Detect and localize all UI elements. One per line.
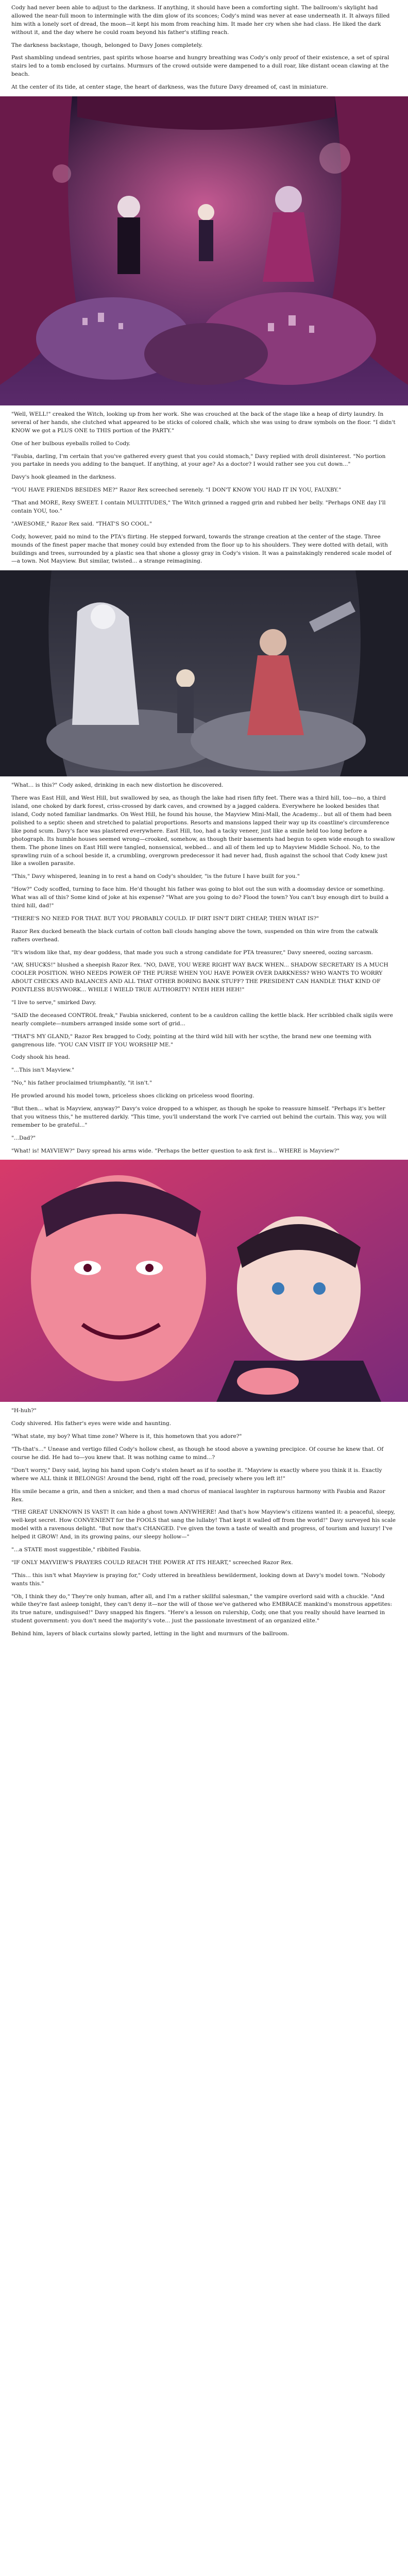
illustration-stage-2 [0, 570, 408, 776]
paragraph: "SAID the deceased CONTROL freak," Faubia snickered, content to be a cauldron calling the kettle black. Her scribbled chalk sigils were nearly complete—numbers arranged inside some sort of grid... [11, 1012, 393, 1027]
paragraph: "It's wisdom like that, my dear goddess, that made you such a strong candidate for PTA treasurer," Davy sneered, oozing sarcasm. [11, 949, 373, 956]
paragraph: "What state, my boy? What time zone? Where is it, this hometown that you adore?" [11, 1433, 242, 1440]
paragraph: "...Dad?" [11, 1134, 36, 1141]
story-block-2 [0, 405, 408, 566]
paragraph: The darkness backstage, though, belonged to Davy Jones completely. [11, 42, 203, 48]
story-block-4 [0, 1402, 408, 1647]
paragraph: "What! is! MAYVIEW?" Davy spread his arms wide. "Perhaps the better question to ask first is... WHERE is Mayview?" [11, 1147, 339, 1154]
paragraph: "...a STATE most suggestible," ribbited Faubia. [11, 1547, 142, 1553]
paragraph: "Oh, I think they do," They're only human, after all, and I'm a rather skillful salesman," the vampire overlord said with a chuckle. "And while they're fast asleep tonight, they can't deny it—nor the will of those we've gathered who EMBRACE mankind's monstrous appetites: its true nature, undisguised!" Davy snapped his fingers. "Here's a lesson on rulership, Cody, one that you really should have learned in student government: you don't need the majority's vote... just the passionate investment of an organized elite." [11, 1593, 393, 1624]
story-block-3 [0, 776, 408, 1155]
paragraph: "AW, SHUCKS!" blushed a sheepish Razor Rex. "NO, DAVE, YOU WERE RIGHT WAY BACK WHEN... SHADOW SECRETARY IS A MUCH COOLER POSITION. WHO NEEDS POWER OF THE PURSE WHEN YOU HAVE POWER OVER DARKNESS? WHO WANTS TO WORRY ABOUT CHECKS AND BALANCES AND ALL THAT OTHER BORING BANK STUFF? THE PRESIDENT CAN HANDLE THAT KIND OF POINTLESS BUSYWORK... WHILE I WIELD TRUE AUTHORITY! NYEH HEH HEH!" [11, 962, 388, 993]
paragraph: "This," Davy whispered, leaning in to rest a hand on Cody's shoulder, "is the future I have built for you." [11, 873, 300, 880]
paragraph: "IF ONLY MAYVIEW'S PRAYERS COULD REACH THE POWER AT ITS HEART," screeched Razor Rex. [11, 1559, 293, 1566]
illustration-stage-1 [0, 96, 408, 405]
paragraph: "H-huh?" [11, 1408, 37, 1414]
paragraph: "Faubia, darling, I'm certain that you've gathered every guest that you could stomach," Davy replied with droll disinterest. "No portion you partake in needs you adding to the banquet. If anything, at your age? As a doctor? I would rather see you cut down..." [11, 453, 386, 468]
paragraph: Past shambling undead sentries, past spirits whose hoarse and hungry breathing was Cody's only proof of their existence, a set of spiral stairs led to a tomb enclosed by curtains. Murmurs of the crowd outside were dampened to a dull roar, like distant ocean clawing at the beach. [11, 55, 389, 78]
paragraph: Cody shook his head. [11, 1054, 70, 1061]
paragraph: There was East Hill, and West Hill, but swallowed by sea, as though the lake had risen fifty feet. There was a third hill, too—no, a third island, one choked by dark forest, criss-crossed by dark caves, and crowned by a jagged caldera. Everywhere he looked besides that island, Cody noted familiar landmarks. On West Hill, he found his house, the Mayview Mini-Mall, the Academy... but all of them had been polished to a septic sheen and stretched to palatial proportions. Resorts and mansions lapped their way up its coastline's circumference like pond scum. Davy's face was plastered everywhere. East Hill, too, had a tacky veneer, just like a smile held too long before a photograph. Its humble houses seemed wrong—crooked, somehow, as though their basements had begun to open wide enough to swallow them. The phone lines on East Hill were tangled, nonsensical, webbed... and all of them led up to Mayview Middle School. No, to the sprawling ruin of a school beside it, a crumbling, overgrown predecessor it had never had, flush against the school that Cody knew just like a swollen parasite. [11, 795, 395, 867]
paragraph: "THERE'S NO NEED FOR THAT. BUT YOU PROBABLY COULD. IF DIRT ISN'T DIRT CHEAP, THEN WHAT IS?" [11, 915, 319, 922]
paragraph: Razor Rex ducked beneath the black curtain of cotton ball clouds hanging above the town, suspended on thin wire from the catwalk rafters overhead. [11, 928, 378, 943]
paragraph: "THAT'S MY GLAND," Razor Rex bragged to Cody, pointing at the third wild hill with her scythe, the brand new one teeming with gangrenous life. "YOU CAN VISIT IF YOU WORSHIP ME." [11, 1033, 371, 1048]
paragraph: "AWESOME," Razor Rex said. "THAT'S SO COOL." [11, 520, 152, 527]
paragraph: Behind him, layers of black curtains slowly parted, letting in the light and murmurs of the ballroom. [11, 1631, 289, 1637]
paragraph: "This... this isn't what Mayview is praying for," Cody uttered in breathless bewilderment, looking down at Davy's model town. "Nobody wants this." [11, 1572, 385, 1587]
paragraph: "Don't worry," Davy said, laying his hand upon Cody's stolen heart as if to soothe it. "Mayview is exactly where you think it is. Exactly where we ALL think it BELONGS! Around the bend, right off the road, precisely where you left it!" [11, 1467, 382, 1482]
paragraph: Cody, however, paid no mind to the PTA's flirting. He stepped forward, towards the strange creation at the center of the stage. Three mounds of the finest paper mache that money could buy extended from the floor up to his shoulders. They were dotted with detail, with buildings and trees, surrounded by a plastic sea that shone a glossy gray in Cody's vision. It was a painstakingly rendered scale model of—a town. Not Mayview. But similar, twisted... a strange reimagining. [11, 533, 392, 565]
paragraph: "THE GREAT UNKNOWN IS VAST! It can hide a ghost town ANYWHERE! And that's how Mayview's citizens wanted it: a peaceful, sleepy, well-kept secret. How CONVENIENT for the FOOLS that sang the lullaby! That kept it walled off from the world!" Davy surveyed his scale model with a ravenous delight. "But now that's CHANGED. I've given the town a taste of wealth and progress, of tourism and luxury! I've helped it GROW! And, in its growing pains, our sleepy hollow—" [11, 1509, 396, 1540]
paragraph: Cody had never been able to adjust to the darkness. If anything, it should have been a comforting sight. The ballroom's skylight had allowed the near-full moon to intermingle with the dim glow of its sconces; Cody's mind was never at ease underneath it. It always filled him with a lonely sort of dread, the moon—it kept his mom from reaching him. It made her cry when she had class. He liked the dark without it, and the day where he could roam beyond his father's stifling reach. [11, 5, 390, 36]
paragraph: He prowled around his model town, priceless shoes clicking on priceless wood flooring. [11, 1093, 254, 1099]
story-block-1 [0, 0, 408, 92]
paragraph: "What... is this?" Cody asked, drinking in each new distortion he discovered. [11, 782, 224, 789]
paragraph: "But then... what is Mayview, anyway?" Davy's voice dropped to a whisper, as though he spoke to reassure himself. "Perhaps it's better that you witness this," he muttered darkly. "This time, you'll understand the work I've carried out behind the curtain. This way, you will remember to be grateful..." [11, 1105, 387, 1128]
paragraph: At the center of its tide, at center stage, the heart of darkness, was the future Davy dreamed of, cast in miniature. [11, 84, 328, 91]
paragraph: "...This isn't Mayview." [11, 1067, 75, 1074]
paragraph: "Th-that's..." Unease and vertigo filled Cody's hollow chest, as though he stood above a yawning precipice. Of course he knew that. Of course he did. He had to—you knew that. It was nothing came to mind...? [11, 1446, 384, 1461]
illustration-closeup-3 [0, 1160, 408, 1402]
paragraph: His smile became a grin, and then a snicker, and then a mad chorus of maniacal laughter in rapturous harmony with Faubia and Razor Rex. [11, 1488, 385, 1503]
paragraph: Davy's hook gleamed in the darkness. [11, 474, 116, 481]
paragraph: "That and MORE, Rexy SWEET. I contain MULTITUDES," The Witch grinned a ragged grin and rubbed her belly. "Perhaps ONE day I'll contain YOU, too." [11, 500, 386, 515]
paragraph: "I live to serve," smirked Davy. [11, 999, 96, 1006]
paragraph: Cody shivered. His father's eyes were wide and haunting. [11, 1420, 172, 1427]
paragraph: "Well, WELL!" creaked the Witch, looking up from her work. She was crouched at the back of the stage like a heap of dirty laundry. In several of her hands, she clutched what appeared to be sticks of colored chalk, which she was using to draw symbols on the floor. "I didn't KNOW we got a PLUS ONE to THIS portion of the PARTY." [11, 411, 396, 434]
paragraph: "How?" Cody scoffed, turning to face him. He'd thought his father was going to blot out the sun with a doomsday device or something. What was all of this? Some kind of joke at his expense? "What are you going to do? Flood the town? You can't buy enough dirt to build a third hill, dad!" [11, 886, 389, 909]
paragraph: One of her bulbous eyeballs rolled to Cody. [11, 440, 131, 447]
paragraph: "YOU HAVE FRIENDS BESIDES ME?" Razor Rex screeched serenely. "I DON'T KNOW YOU HAD IT IN YOU, FAUXBY." [11, 487, 342, 494]
paragraph: "No," his father proclaimed triumphantly, "it isn't." [11, 1080, 152, 1087]
